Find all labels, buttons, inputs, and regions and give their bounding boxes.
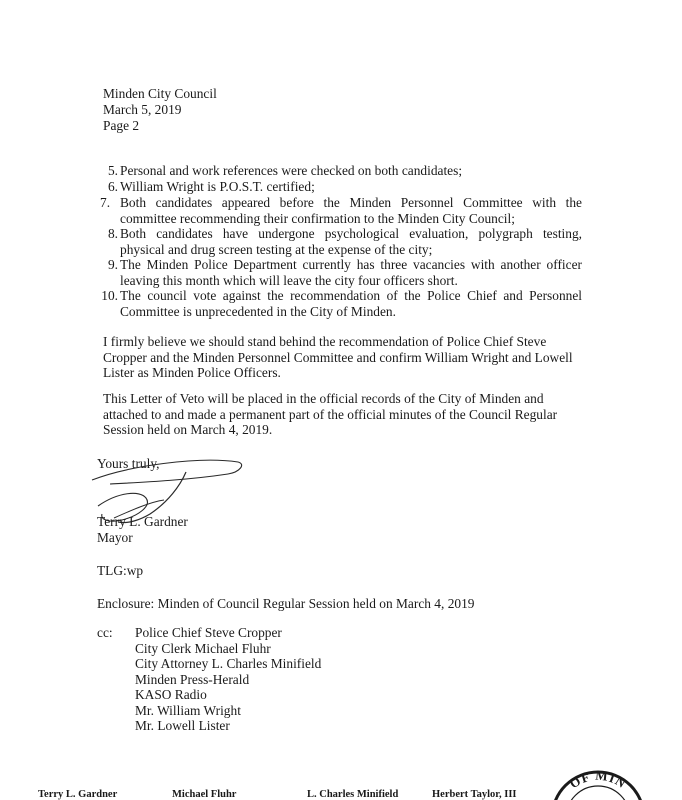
footer-name: L. Charles Minifield <box>307 789 399 800</box>
list-item <box>100 195 582 226</box>
cc-recipient: Mr. William Wright <box>135 702 241 718</box>
salutation: Yours truly, <box>97 456 160 471</box>
list-item-number: 6. <box>107 179 118 194</box>
recipient: Minden City Council <box>103 86 217 101</box>
cc-recipient: KASO Radio <box>135 687 207 702</box>
cc-recipient: Police Chief Steve Cropper <box>135 625 282 640</box>
list-item <box>107 257 582 288</box>
enclosure-line: Enclosure: Minden of Council Regular Session held on March 4, 2019 <box>97 596 475 611</box>
list-item <box>101 288 582 319</box>
footer-name: Terry L. Gardner <box>38 789 118 800</box>
list-item-text: The council vote against the recommendation of the Police Chief and Personnel Committee is unprecedented in the City of Minden. <box>120 288 582 319</box>
cc-recipient: City Clerk Michael Fluhr <box>135 640 271 656</box>
seal-text: OF MIN <box>566 768 630 792</box>
list-item-text: William Wright is P.O.S.T. certified; <box>120 179 315 194</box>
cc-recipient: Mr. Lowell Lister <box>135 718 230 733</box>
page-number: Page 2 <box>103 118 140 133</box>
svg-text:OF MIN <box>567 768 630 791</box>
signer-name: Terry L. Gardner <box>97 514 188 529</box>
list-item-number: 8. <box>107 226 118 241</box>
list-item-number: 10. <box>101 288 118 303</box>
list-item-text: The Minden Police Department currently has three vacancies with another officer leaving this month which will leave the city four officers short. <box>120 257 582 288</box>
letter-date: March 5, 2019 <box>103 102 182 117</box>
cc-label: cc: <box>97 625 113 640</box>
list-item <box>107 226 582 257</box>
list-item-number: 5. <box>107 163 118 178</box>
cc-recipient: City Attorney L. Charles Minifield <box>135 656 322 671</box>
veto-paragraph: This Letter of Veto will be placed in the official records of the City of Minden and attached to and made a permanent part of the official minutes of the Council Regular Session held on March 4, 2019. <box>103 391 558 438</box>
list-item-text: Personal and work references were checked on both candidates; <box>120 163 463 178</box>
city-seal-icon <box>548 768 648 800</box>
cc-list <box>135 625 321 734</box>
list-item <box>107 179 582 195</box>
cc-recipient: Minden Press-Herald <box>135 671 250 687</box>
footer-name: Michael Fluhr <box>172 789 237 800</box>
initials: TLG:wp <box>97 563 144 578</box>
footer-name: Herbert Taylor, III <box>432 789 517 800</box>
belief-paragraph: I firmly believe we should stand behind the recommendation of Police Chief Steve Cropper and the Minden Personnel Committee and confirm William Wright and Lowell Lister as Minden Police Officers. <box>103 334 573 381</box>
list-item-number: 9. <box>107 257 118 272</box>
list-item-text: Both candidates have undergone psychological evaluation, polygraph testing, physical and drug screen testing at the expense of the city; <box>120 226 582 257</box>
signer-title: Mayor <box>97 530 133 545</box>
list-item <box>107 163 582 179</box>
list-item-number: 7. <box>100 195 111 210</box>
list-item-text: Both candidates appeared before the Minden Personnel Committee with the committee recommending their confirmation to the Minden City Council; <box>120 195 582 226</box>
